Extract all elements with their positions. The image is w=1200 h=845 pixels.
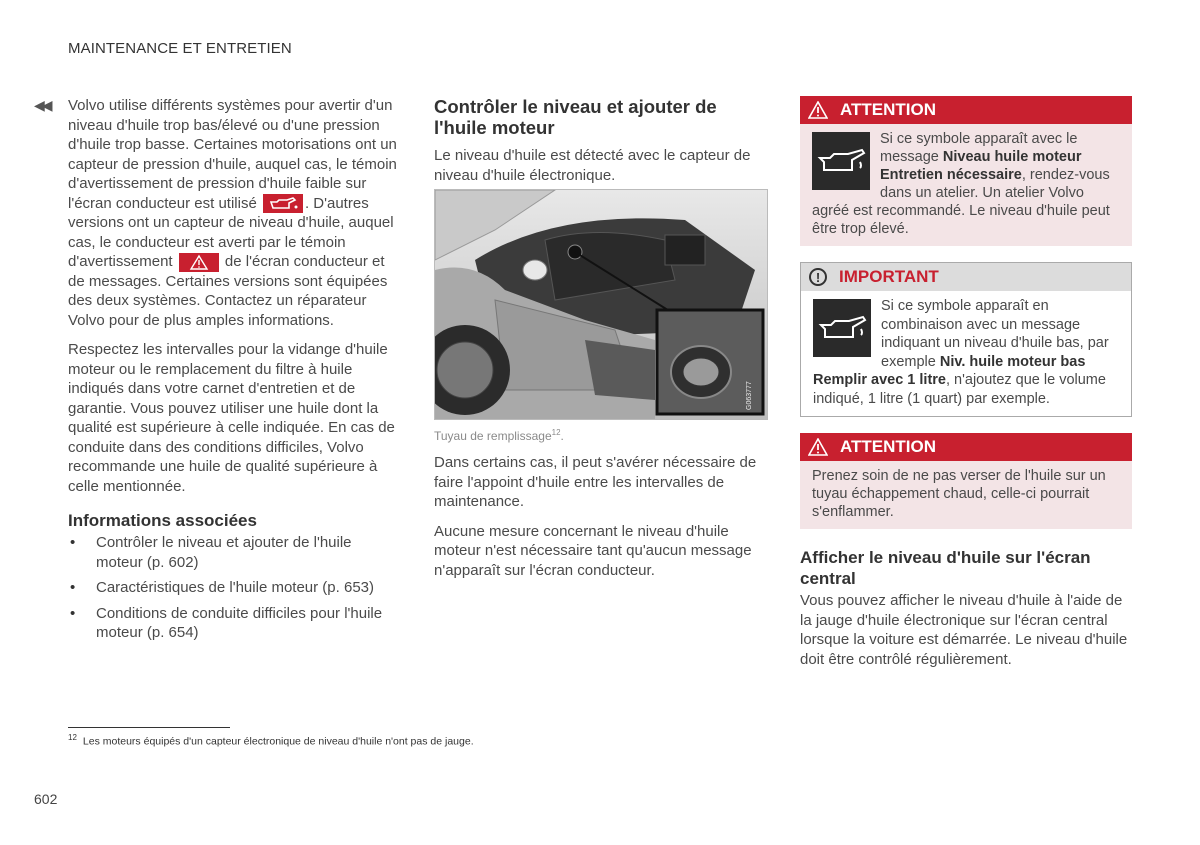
- important-message: Niv. huile moteur bas Remplir avec 1 litre: [813, 353, 1086, 388]
- important-box: [800, 262, 1132, 417]
- attention-header-1: [800, 96, 1132, 124]
- warning-triangle-icon: [179, 253, 219, 272]
- attention-text-b: , rendez-vous dans un atelier. Un atelier Volvo agréé est recommandé. Le niveau d'huile peut être trop élevé.: [812, 167, 1110, 237]
- attention-title-1: ATTENTION: [840, 100, 937, 119]
- section-heading: Contrôler le niveau et ajouter de l'huile moteur: [434, 96, 717, 138]
- attention-body-1: [800, 124, 1132, 246]
- intro-text-c: de l'écran conducteur et de messages. Certaines versions sont équipées des deux systèmes. Contactez un réparateur Volvo pour de plus amples informations.: [68, 253, 388, 329]
- oil-can-icon: [813, 299, 871, 357]
- footnote-number: 12: [68, 733, 77, 742]
- related-link-2[interactable]: • Caractéristiques de l'huile moteur (p. 653): [68, 578, 400, 598]
- caption-end: .: [560, 429, 564, 443]
- previous-page-icon[interactable]: ◀◀: [34, 97, 50, 113]
- important-text-a: Si ce symbole apparaît en combinaison avec un message indiquant un niveau d'huile bas, par exemple: [881, 298, 1109, 370]
- attention-body-2: Prenez soin de ne pas verser de l'huile sur un tuyau échappement chaud, celle-ci pourrait s'enflammer.: [800, 461, 1132, 529]
- image-code: G063777: [746, 381, 753, 410]
- column-left: [68, 96, 400, 649]
- oil-can-icon: [812, 132, 870, 190]
- related-link-3[interactable]: • Conditions de conduite difficiles pour l'huile moteur (p. 654): [68, 604, 400, 643]
- warning-triangle-icon: [808, 101, 828, 119]
- attention-message: Niveau huile moteur Entretien nécessaire: [880, 149, 1082, 183]
- related-info-list: [68, 533, 400, 643]
- column-right: [800, 96, 1132, 679]
- exclamation-circle-icon: !: [809, 268, 827, 286]
- caption-footnote-ref[interactable]: 12: [551, 428, 561, 437]
- photo-caption: [434, 428, 768, 443]
- page-number: 602: [34, 791, 58, 807]
- related-info-heading: Informations associées: [68, 511, 257, 531]
- caption-text: Tuyau de remplissage: [434, 429, 552, 443]
- footnote: [68, 733, 474, 748]
- sensor-intro: Le niveau d'huile est détecté avec le capteur de niveau d'huile électronique.: [434, 147, 751, 184]
- oil-pressure-warning-icon: [263, 194, 303, 213]
- footnote-divider: [68, 727, 230, 728]
- engine-bay-photo: [434, 189, 768, 420]
- attention-box-2: [800, 433, 1132, 529]
- attention-header-2: [800, 433, 1132, 461]
- attention-box-1: [800, 96, 1132, 246]
- attention-title-2: ATTENTION: [840, 437, 937, 456]
- intro-paragraph: [68, 96, 400, 330]
- section-header: MAINTENANCE ET ENTRETIEN: [68, 40, 292, 57]
- related-link-1[interactable]: • Contrôler le niveau et ajouter de l'huile moteur (p. 602): [68, 533, 400, 572]
- intro-text-a: Volvo utilise différents systèmes pour avertir d'un niveau d'huile trop bas/élevé ou d'une pression d'huile trop basse. Certaines motorisations ont un capteur de pression d'huile, auquel cas, le témoin d'avertissement de pression d'huile faible sur l'écran conducteur est utilisé: [68, 97, 397, 212]
- column-middle: [434, 96, 768, 590]
- warning-triangle-icon: [808, 438, 828, 456]
- attention-text-a: Si ce symbole apparaît avec le message: [880, 131, 1078, 165]
- important-text-b: , n'ajoutez que le volume indiqué, 1 litre (1 quart) par exemple.: [813, 372, 1106, 407]
- intro-text-b: . D'autres versions ont un capteur de niveau d'huile, auquel cas, le conducteur est averti par le témoin d'avertissement: [68, 194, 394, 271]
- topup-paragraph: Dans certains cas, il peut s'avérer nécessaire de faire l'appoint d'huile entre les intervalles de maintenance.: [434, 454, 757, 510]
- central-display-paragraph: Vous pouvez afficher le niveau d'huile à l'aide de la jauge d'huile électronique sur l'écran central lorsque la voiture est démarrée. Le niveau d'huile doit être contrôlé régulièrement.: [800, 592, 1128, 668]
- important-body: [800, 291, 1132, 417]
- maintenance-paragraph: Respectez les intervalles pour la vidange d'huile moteur ou le remplacement du filtre à huile indiqués dans votre carnet d'entretien et de garantie. Vous pouvez utiliser une huile dont la qualité est supérieure à celle indiquée. En cas de conduite dans des conditions difficiles, Volvo recommande une huile de qualité supérieure à celle mentionnée.: [68, 341, 395, 495]
- important-title: IMPORTANT: [839, 267, 939, 286]
- central-display-heading: Afficher le niveau d'huile sur l'écran central: [800, 548, 1091, 588]
- important-header: [800, 262, 1132, 291]
- footnote-text: Les moteurs équipés d'un capteur électronique de niveau d'huile n'ont pas de jauge.: [82, 735, 474, 748]
- no-action-paragraph: Aucune mesure concernant le niveau d'huile moteur n'est nécessaire tant qu'aucun message n'apparaît sur l'écran conducteur.: [434, 522, 752, 579]
